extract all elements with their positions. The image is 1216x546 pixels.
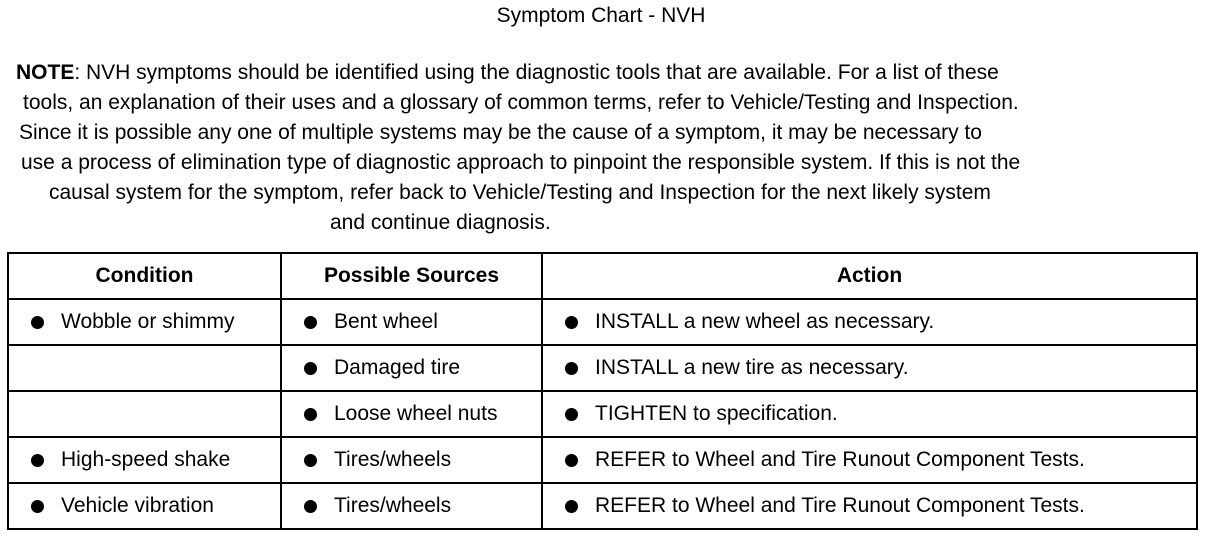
bullet-icon bbox=[304, 500, 317, 513]
condition-cell bbox=[8, 345, 281, 391]
note-line bbox=[0, 58, 1216, 88]
condition-text: Wobble or shimmy bbox=[61, 310, 235, 333]
source-text: Damaged tire bbox=[334, 356, 461, 379]
bullet-icon bbox=[304, 362, 317, 375]
note-line: causal system for the symptom, refer back to Vehicle/Testing and Inspection for the next likely system bbox=[49, 181, 991, 204]
bullet-icon bbox=[304, 316, 317, 329]
table-row bbox=[8, 345, 1197, 391]
source-text: Bent wheel bbox=[334, 310, 438, 333]
note-label: NOTE bbox=[16, 61, 75, 84]
table-row bbox=[8, 299, 1197, 345]
note-line: Since it is possible any one of multiple systems may be the cause of a symptom, it may be necessary to bbox=[19, 121, 982, 144]
page-title: Symptom Chart - NVH bbox=[496, 4, 706, 27]
table-header-row bbox=[8, 253, 1197, 299]
condition-text: Vehicle vibration bbox=[61, 494, 214, 517]
condition-cell bbox=[8, 437, 281, 483]
bullet-icon bbox=[31, 454, 44, 467]
action-cell bbox=[542, 299, 1197, 345]
bullet-icon bbox=[565, 316, 578, 329]
note-line: use a process of elimination type of diagnostic approach to pinpoint the responsible system. If this is not the bbox=[21, 151, 1021, 174]
bullet-icon bbox=[31, 316, 44, 329]
header-action: Action bbox=[542, 253, 1197, 299]
source-text: Tires/wheels bbox=[334, 494, 452, 517]
bullet-icon bbox=[304, 408, 317, 421]
source-cell bbox=[281, 299, 542, 345]
bullet-icon bbox=[304, 454, 317, 467]
source-cell bbox=[281, 345, 542, 391]
table-row bbox=[8, 437, 1197, 483]
condition-cell bbox=[8, 299, 281, 345]
source-cell bbox=[281, 391, 542, 437]
bullet-icon bbox=[565, 454, 578, 467]
action-text: TIGHTEN to specification. bbox=[595, 402, 838, 425]
action-text: INSTALL a new wheel as necessary. bbox=[595, 310, 935, 333]
symptom-table bbox=[7, 252, 1198, 530]
source-text: Tires/wheels bbox=[334, 448, 452, 471]
table-row bbox=[8, 391, 1197, 437]
condition-cell bbox=[8, 483, 281, 529]
note-text: : NVH symptoms should be identified using the diagnostic tools that are available. For a list of these bbox=[74, 61, 999, 84]
source-text: Loose wheel nuts bbox=[334, 402, 498, 425]
action-cell bbox=[542, 391, 1197, 437]
action-text: INSTALL a new tire as necessary. bbox=[595, 356, 909, 379]
header-possible-sources: Possible Sources bbox=[281, 253, 542, 299]
condition-cell bbox=[8, 391, 281, 437]
bullet-icon bbox=[31, 500, 44, 513]
action-text: REFER to Wheel and Tire Runout Component Tests. bbox=[595, 494, 1085, 517]
bullet-icon bbox=[565, 362, 578, 375]
note-line: tools, an explanation of their uses and a glossary of common terms, refer to Vehicle/Testing and Inspection. bbox=[23, 91, 1019, 114]
source-cell bbox=[281, 483, 542, 529]
action-text: REFER to Wheel and Tire Runout Component Tests. bbox=[595, 448, 1085, 471]
bullet-icon bbox=[565, 500, 578, 513]
bullet-icon bbox=[565, 408, 578, 421]
action-cell bbox=[542, 483, 1197, 529]
header-condition: Condition bbox=[8, 253, 281, 299]
action-cell bbox=[542, 345, 1197, 391]
table-row bbox=[8, 483, 1197, 529]
note-line: and continue diagnosis. bbox=[330, 211, 551, 234]
action-cell bbox=[542, 437, 1197, 483]
source-cell bbox=[281, 437, 542, 483]
condition-text: High-speed shake bbox=[61, 448, 231, 471]
